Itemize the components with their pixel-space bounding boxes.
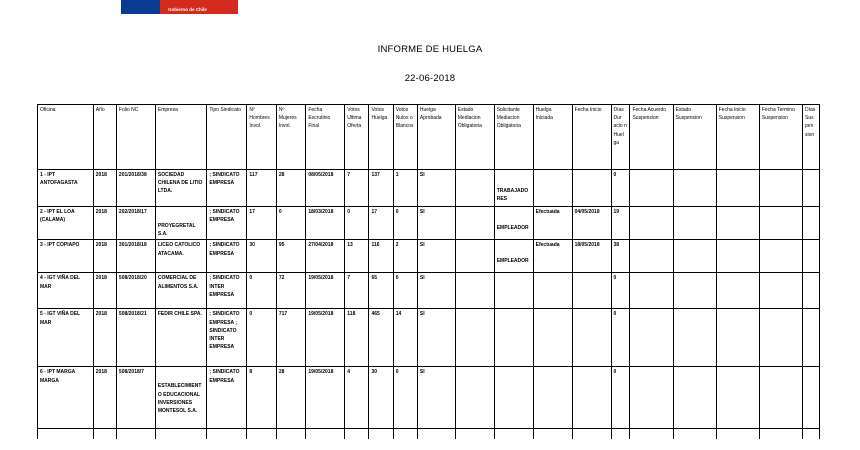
cell-value: 2 xyxy=(395,242,399,249)
table-cell-inicio-susp xyxy=(716,240,759,273)
table-cell-empty xyxy=(393,429,417,440)
table-cell-votos-nulos xyxy=(393,207,417,240)
table-cell-votos-oferta xyxy=(345,273,369,309)
table-cell-dias-susp xyxy=(803,367,820,429)
table-cell-empty xyxy=(572,429,611,440)
cell-value: 4 xyxy=(347,369,351,376)
cell-value: 0 xyxy=(613,275,617,282)
table-cell-aprobada xyxy=(417,273,455,309)
table-cell-empresa xyxy=(155,240,207,273)
table-cell-votos-huelga xyxy=(369,170,393,207)
table-cell-empty xyxy=(276,429,305,440)
table-cell-oficina xyxy=(38,240,94,273)
cell-value: 17 xyxy=(249,209,255,215)
table-cell-empty xyxy=(759,429,802,440)
cell-value: ; SINDICATO EMPRESA xyxy=(209,172,240,187)
table-cell-dias xyxy=(611,309,630,367)
cell-value: 18/05/2018 xyxy=(574,242,600,249)
table-cell-solicitante xyxy=(494,170,533,207)
cell-value: 118 xyxy=(347,311,356,318)
table-cell-votos-oferta xyxy=(345,207,369,240)
table-cell-mujeres xyxy=(276,309,305,367)
table-cell-votos-huelga xyxy=(369,273,393,309)
table-cell-dias xyxy=(611,367,630,429)
column-header: Votos Ultima Oferta xyxy=(345,105,369,170)
cell-value: PROYEGRETAL S.A. xyxy=(157,223,196,238)
table-cell-inicio-susp xyxy=(716,367,759,429)
cell-value: 30 xyxy=(249,242,255,249)
column-header: Oficina xyxy=(38,105,94,170)
table-cell-empty xyxy=(207,429,247,440)
cell-value: 5 - IGT VIÑA DEL MAR xyxy=(40,311,81,326)
table-cell-empresa xyxy=(155,309,207,367)
table-cell-dias-susp xyxy=(803,309,820,367)
table-cell-estado-mediacion xyxy=(455,170,494,207)
table-cell-mujeres xyxy=(276,240,305,273)
cell-value: 2018 xyxy=(95,311,107,318)
table-cell-dias xyxy=(611,170,630,207)
table-cell-inicio-susp xyxy=(716,170,759,207)
cell-value: 137 xyxy=(371,172,380,178)
column-header: Fecha Termino Suspension xyxy=(759,105,802,170)
column-header: Estado Suspension xyxy=(673,105,716,170)
table-cell-fecha-inicio xyxy=(572,240,611,273)
table-cell-empty xyxy=(38,429,94,440)
table-row xyxy=(38,367,820,429)
cell-value: 201/2018/38 xyxy=(118,172,147,178)
table-cell-votos-huelga xyxy=(369,240,393,273)
table-cell-empty xyxy=(417,429,455,440)
table-cell-estado-susp xyxy=(673,240,716,273)
table-cell-empresa xyxy=(155,170,207,207)
column-header: Folio NC xyxy=(116,105,155,170)
table-cell-fecha-inicio xyxy=(572,309,611,367)
table-cell-tipo xyxy=(207,367,247,429)
cell-value: 7 xyxy=(347,172,351,178)
cell-value: 04/05/2018 xyxy=(574,209,600,215)
table-cell-empty xyxy=(803,429,820,440)
table-cell-estado-mediacion xyxy=(455,207,494,240)
cell-value: 30 xyxy=(371,369,378,376)
table-cell-estado-mediacion xyxy=(455,273,494,309)
cell-value: 4 - IGT VIÑA DEL MAR xyxy=(40,275,81,290)
table-cell-solicitante xyxy=(494,309,533,367)
table-cell-mujeres xyxy=(276,367,305,429)
cell-value: ; SINDICATO EMPRESA xyxy=(209,209,240,224)
table-cell-iniciada xyxy=(533,309,572,367)
table-cell-votos-oferta xyxy=(345,240,369,273)
table-cell-votos-nulos xyxy=(393,273,417,309)
table-cell-iniciada xyxy=(533,170,572,207)
table-cell-fecha-inicio xyxy=(572,367,611,429)
table-header-row xyxy=(38,105,820,170)
cell-value: SI xyxy=(419,275,425,282)
table-cell-empty xyxy=(155,429,207,440)
column-header: Empresa xyxy=(155,105,207,170)
cell-value: 19/05/2018 xyxy=(308,369,334,376)
cell-value: TRABAJADORES xyxy=(496,188,529,203)
cell-value: EMPLEADOR xyxy=(496,258,529,265)
table-cell-empty xyxy=(369,429,393,440)
table-cell-dias xyxy=(611,240,630,273)
cell-value: 27/04/2018 xyxy=(308,242,334,249)
table-cell-dias-susp xyxy=(803,170,820,207)
table-cell-anio xyxy=(93,207,116,240)
table-cell-termino-susp xyxy=(759,170,802,207)
table-cell-empty xyxy=(306,429,345,440)
column-header: Nº Mujeres Invol. xyxy=(276,105,305,170)
cell-value: 0 xyxy=(395,209,399,215)
cell-value: 0 xyxy=(249,275,253,282)
table-cell-termino-susp xyxy=(759,207,802,240)
table-cell-fecha-escrutinio xyxy=(306,309,345,367)
table-cell-oficina xyxy=(38,273,94,309)
table-cell-termino-susp xyxy=(759,240,802,273)
table-cell-inicio-susp xyxy=(716,207,759,240)
cell-value: 2018 xyxy=(95,209,107,215)
table-cell-fecha-escrutinio xyxy=(306,170,345,207)
table-cell-folio xyxy=(116,273,155,309)
table-cell-folio xyxy=(116,170,155,207)
cell-value: 72 xyxy=(278,275,285,282)
table-cell-termino-susp xyxy=(759,367,802,429)
column-header: Año xyxy=(93,105,116,170)
column-header: Nº Hombres Invol. xyxy=(247,105,276,170)
table-cell-empty xyxy=(673,429,716,440)
table-cell-tipo xyxy=(207,207,247,240)
table-cell-folio xyxy=(116,309,155,367)
cell-value: SI xyxy=(419,209,425,215)
table-cell-solicitante xyxy=(494,273,533,309)
table-cell-folio xyxy=(116,240,155,273)
column-header: Tipo Sindicato xyxy=(207,105,247,170)
table-cell-iniciada xyxy=(533,273,572,309)
table-cell-termino-susp xyxy=(759,309,802,367)
cell-value: 2 - IPT EL LOA (CALAMA) xyxy=(40,209,75,224)
table-cell-estado-mediacion xyxy=(455,240,494,273)
cell-value: 3 - IPT COPIAPO xyxy=(40,242,80,249)
cell-value: SI xyxy=(419,242,425,249)
table-cell-inicio-susp xyxy=(716,273,759,309)
table-cell-oficina xyxy=(38,207,94,240)
cell-value: 0 xyxy=(395,369,399,376)
table-cell-solicitante xyxy=(494,207,533,240)
cell-value: 1 - IPT ANTOFAGASTA xyxy=(40,172,78,187)
table-cell-fecha-escrutinio xyxy=(306,207,345,240)
table-cell-hombres xyxy=(247,170,276,207)
table-cell-iniciada xyxy=(533,207,572,240)
cell-value: 95 xyxy=(278,242,285,249)
cell-value: 08/05/2018 xyxy=(308,172,334,178)
table-cell-fecha-acuerdo xyxy=(630,207,673,240)
table-cell-dias-susp xyxy=(803,273,820,309)
gobierno-logo xyxy=(121,0,238,14)
report-title: INFORME DE HUELGA xyxy=(377,44,483,55)
table-cell-empresa xyxy=(155,367,207,429)
cell-value: 19/05/2018 xyxy=(308,275,334,282)
table-cell-hombres xyxy=(247,240,276,273)
table-cell-oficina xyxy=(38,170,94,207)
table-cell-fecha-escrutinio xyxy=(306,240,345,273)
table-cell-votos-oferta xyxy=(345,170,369,207)
cell-value: 19/05/2018 xyxy=(308,311,334,318)
column-header: Fecha Acuerdo Suspension xyxy=(630,105,673,170)
cell-value: ; SINDICATO EMPRESA ; SINDICATO INTER EMPRESA xyxy=(209,311,240,351)
cell-value: 17 xyxy=(371,209,378,215)
table-cell-fecha-acuerdo xyxy=(630,367,673,429)
column-header: Días Dur acio n Huel ga xyxy=(611,105,630,170)
table-row xyxy=(38,207,820,240)
table-cell-tipo xyxy=(207,273,247,309)
table-cell-empty xyxy=(116,429,155,440)
table-cell-aprobada xyxy=(417,309,455,367)
table-cell-votos-nulos xyxy=(393,367,417,429)
table-cell-estado-susp xyxy=(673,273,716,309)
cell-value: 28 xyxy=(278,172,285,178)
table-cell-estado-susp xyxy=(673,207,716,240)
table-cell-inicio-susp xyxy=(716,309,759,367)
table-cell-votos-huelga xyxy=(369,207,393,240)
cell-value: 465 xyxy=(371,311,380,318)
table-cell-fecha-acuerdo xyxy=(630,273,673,309)
table-cell-folio xyxy=(116,207,155,240)
table-cell-votos-nulos xyxy=(393,170,417,207)
table-cell-iniciada xyxy=(533,240,572,273)
table-cell-fecha-escrutinio xyxy=(306,273,345,309)
cell-value: 117 xyxy=(249,172,258,178)
table-cell-fecha-escrutinio xyxy=(306,367,345,429)
table-cell-termino-susp xyxy=(759,273,802,309)
table-cell-votos-huelga xyxy=(369,309,393,367)
cell-value: 508/2018/20 xyxy=(118,275,147,282)
cell-value: SI xyxy=(419,311,425,318)
table-cell-hombres xyxy=(247,207,276,240)
cell-value: ; SINDICATO EMPRESA xyxy=(209,369,240,384)
cell-value: SOCIEDAD CHILENA DE LITIO LTDA. xyxy=(157,172,203,195)
table-cell-anio xyxy=(93,367,116,429)
table-cell-empty xyxy=(455,429,494,440)
cell-value: 2018 xyxy=(95,275,107,282)
cell-value: FEDIR CHILE SPA. xyxy=(157,311,202,318)
cell-value: Efectuada xyxy=(535,209,560,215)
cell-value: 508/2018/7 xyxy=(118,369,144,376)
table-cell-votos-oferta xyxy=(345,367,369,429)
cell-value: 2018 xyxy=(95,172,107,178)
table-cell-tipo xyxy=(207,240,247,273)
cell-value: 18/03/2018 xyxy=(308,209,334,215)
logo-text: Gobierno de Chile xyxy=(168,7,207,12)
cell-value: 38 xyxy=(613,242,620,249)
table-cell-votos-huelga xyxy=(369,367,393,429)
table-cell-estado-mediacion xyxy=(455,367,494,429)
table-cell-folio xyxy=(116,367,155,429)
report-date: 22-06-2018 xyxy=(404,73,456,84)
table-cell-fecha-inicio xyxy=(572,170,611,207)
table-cell-fecha-inicio xyxy=(572,273,611,309)
cell-value: EMPLEADOR xyxy=(496,225,529,231)
cell-value: 0 xyxy=(278,209,282,215)
cell-value: 508/2018/21 xyxy=(118,311,147,318)
table-cell-tipo xyxy=(207,170,247,207)
column-header: Votos Nulos o Blancos xyxy=(393,105,417,170)
table-cell-dias-susp xyxy=(803,240,820,273)
cell-value: SI xyxy=(419,172,425,178)
cell-value: Efectuada xyxy=(535,242,560,249)
cell-value: 0 xyxy=(613,369,617,376)
cell-value: COMERCIAL DE ALIMENTOS S.A. xyxy=(157,275,199,290)
column-header: Votos Huelga xyxy=(369,105,393,170)
table-cell-hombres xyxy=(247,367,276,429)
cell-value: 0 xyxy=(249,311,253,318)
column-header: Fecha Escrutinio Final xyxy=(306,105,345,170)
logo-red-block xyxy=(160,0,238,14)
cell-value: ESTABLECIMIENTO EDUCACIONAL INVERSIONES MONTESOL S.A. xyxy=(157,383,202,415)
cell-value: 202/2018/17 xyxy=(118,209,147,215)
table-cell-anio xyxy=(93,309,116,367)
table-cell-oficina xyxy=(38,367,94,429)
cell-value: 6 - IPT MARGA MARGA xyxy=(40,369,76,384)
table-cell-estado-susp xyxy=(673,170,716,207)
table-cell-hombres xyxy=(247,309,276,367)
table-cell-empresa xyxy=(155,273,207,309)
table-cell-votos-oferta xyxy=(345,309,369,367)
cell-value: 2018 xyxy=(95,242,107,249)
table-cell-aprobada xyxy=(417,170,455,207)
cell-value: 14 xyxy=(395,311,402,318)
table-cell-solicitante xyxy=(494,240,533,273)
cell-value: 116 xyxy=(371,242,380,249)
table-cell-fecha-acuerdo xyxy=(630,240,673,273)
table-cell-empty xyxy=(533,429,572,440)
column-header: Huelga Iniciada xyxy=(533,105,572,170)
table-row-partial xyxy=(38,429,820,440)
table-cell-aprobada xyxy=(417,207,455,240)
cell-value: 8 xyxy=(249,369,253,376)
cell-value: 28 xyxy=(278,369,285,376)
table-cell-hombres xyxy=(247,273,276,309)
cell-value: 13 xyxy=(347,242,353,249)
cell-value: 0 xyxy=(395,275,399,282)
table-cell-aprobada xyxy=(417,240,455,273)
cell-value: SI xyxy=(419,369,425,376)
column-header: Estado Mediacion Obligatoria xyxy=(455,105,494,170)
table-cell-mujeres xyxy=(276,170,305,207)
cell-value: 301/2018/18 xyxy=(118,242,147,249)
table-cell-empty xyxy=(630,429,673,440)
table-cell-empresa xyxy=(155,207,207,240)
table-row xyxy=(38,309,820,367)
table-cell-solicitante xyxy=(494,367,533,429)
table-row xyxy=(38,170,820,207)
table-cell-anio xyxy=(93,170,116,207)
table-cell-mujeres xyxy=(276,273,305,309)
cell-value: ; SINDICATO EMPRESA xyxy=(209,242,240,257)
column-header: Solicitante Mediacion Obligatoria xyxy=(494,105,533,170)
table-cell-fecha-inicio xyxy=(572,207,611,240)
table-row xyxy=(38,273,820,309)
table-cell-mujeres xyxy=(276,207,305,240)
column-header: Huelga Aprobada xyxy=(417,105,455,170)
table-row xyxy=(38,240,820,273)
table-cell-anio xyxy=(93,273,116,309)
table-cell-empty xyxy=(345,429,369,440)
table-cell-dias xyxy=(611,273,630,309)
table-cell-fecha-acuerdo xyxy=(630,170,673,207)
strike-report-table xyxy=(37,104,820,439)
table-cell-estado-susp xyxy=(673,309,716,367)
cell-value: 0 xyxy=(613,311,617,318)
cell-value: 0 xyxy=(347,209,351,215)
cell-value: 7 xyxy=(347,275,351,282)
table-cell-fecha-acuerdo xyxy=(630,309,673,367)
cell-value: 19 xyxy=(613,209,620,215)
logo-blue-block xyxy=(121,0,160,14)
cell-value: 717 xyxy=(278,311,288,318)
table-cell-aprobada xyxy=(417,367,455,429)
cell-value: 0 xyxy=(613,172,617,178)
table-cell-oficina xyxy=(38,309,94,367)
table-cell-anio xyxy=(93,240,116,273)
table-cell-dias xyxy=(611,207,630,240)
table-cell-empty xyxy=(611,429,630,440)
column-header: Fecha Inicio xyxy=(572,105,611,170)
table-cell-votos-nulos xyxy=(393,240,417,273)
cell-value: ; SINDICATO INTER EMPRESA xyxy=(209,275,240,298)
cell-value: 1 xyxy=(395,172,399,178)
table-cell-estado-susp xyxy=(673,367,716,429)
table-cell-empty xyxy=(494,429,533,440)
column-header: Días Sus pen sion xyxy=(803,105,820,170)
table-cell-estado-mediacion xyxy=(455,309,494,367)
table-cell-empty xyxy=(716,429,759,440)
table-cell-empty xyxy=(247,429,276,440)
cell-value: 65 xyxy=(371,275,378,282)
cell-value: 2018 xyxy=(95,369,107,376)
column-header: Fecha Inicio Suspension xyxy=(716,105,759,170)
table-cell-iniciada xyxy=(533,367,572,429)
table-cell-tipo xyxy=(207,309,247,367)
cell-value: LICEO CATOLICO ATACAMA. xyxy=(157,242,201,257)
table-cell-dias-susp xyxy=(803,207,820,240)
table-cell-votos-nulos xyxy=(393,309,417,367)
table-cell-empty xyxy=(93,429,116,440)
